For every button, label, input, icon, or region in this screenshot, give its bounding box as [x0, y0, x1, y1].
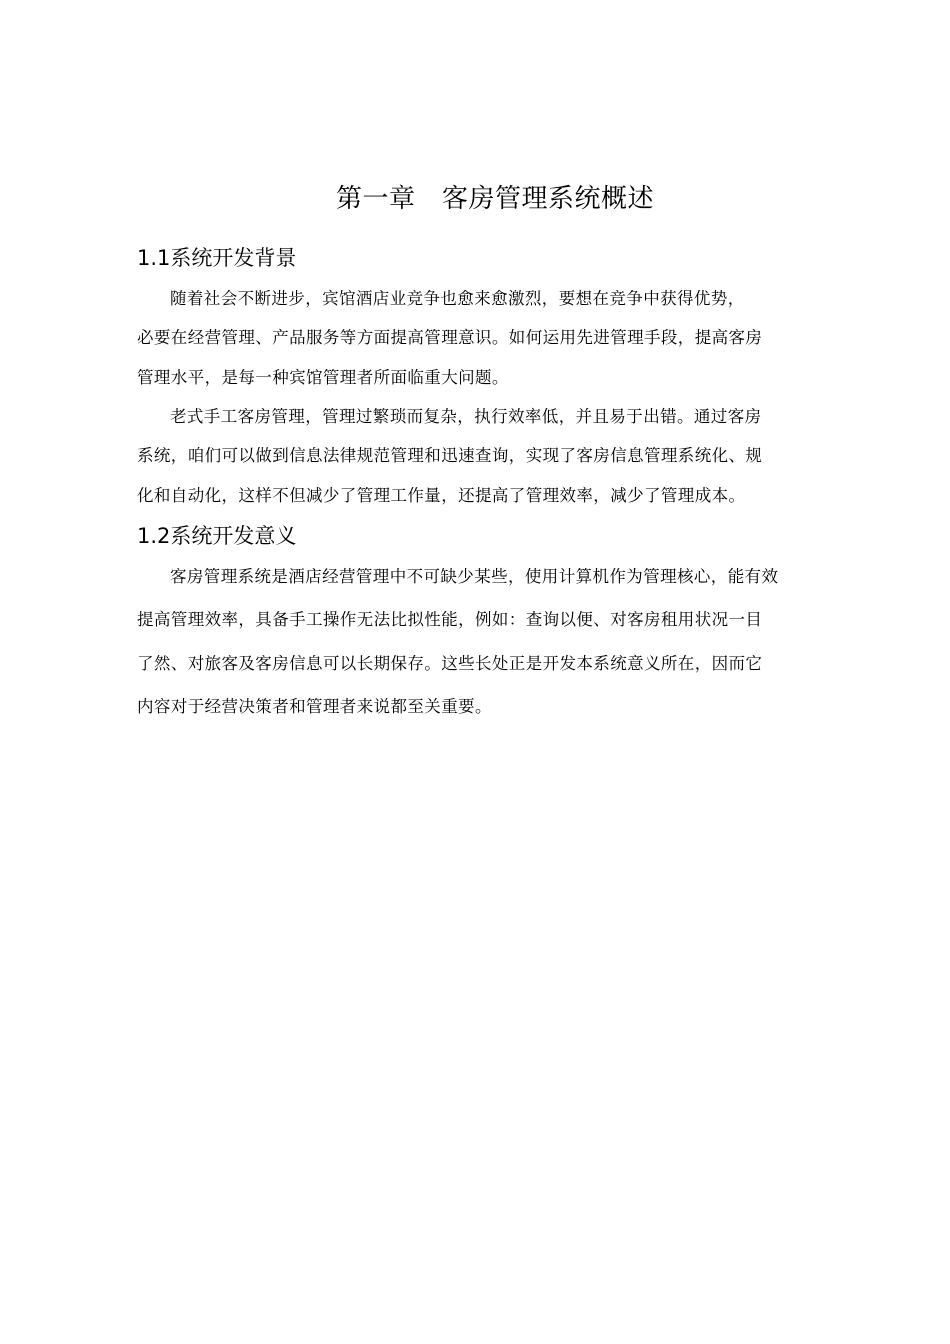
section-heading-1-2: 1.2系统开发意义 — [137, 524, 297, 548]
paragraph-line: 随着社会不断进步，宾馆酒店业竞争也愈来愈激烈，要想在竞争中获得优势， — [170, 289, 745, 308]
paragraph-line: 老式手工客房管理，管理过繁琐而复杂，执行效率低，并且易于出错。通过客房 — [170, 407, 762, 426]
paragraph-line: 化和自动化，这样不但减少了管理工作量，还提高了管理效率，减少了管理成本。 — [137, 486, 746, 505]
paragraph-line: 系统，咱们可以做到信息法律规范管理和迅速查询，实现了客房信息管理系统化、规 — [137, 446, 763, 465]
paragraph-line: 管理水平，是每一种宾馆管理者所面临重大问题。 — [137, 368, 509, 387]
paragraph-line: 内容对于经营决策者和管理者来说都至关重要。 — [137, 697, 492, 716]
chapter-title: 第一章 客房管理系统概述 — [335, 184, 654, 214]
paragraph-line: 提高管理效率，具备手工操作无法比拟性能，例如：查询以便、对客房租用状况一目 — [137, 610, 763, 629]
paragraph-line: 了然、对旅客及客房信息可以长期保存。这些长处正是开发本系统意义所在，因而它 — [137, 654, 763, 673]
paragraph-line: 客房管理系统是酒店经营管理中不可缺少某些，使用计算机作为管理核心，能有效 — [170, 567, 779, 586]
section-heading-1-1: 1.1系统开发背景 — [137, 246, 297, 270]
paragraph-line: 必要在经营管理、产品服务等方面提高管理意识。如何运用先进管理手段，提高客房 — [137, 328, 763, 347]
